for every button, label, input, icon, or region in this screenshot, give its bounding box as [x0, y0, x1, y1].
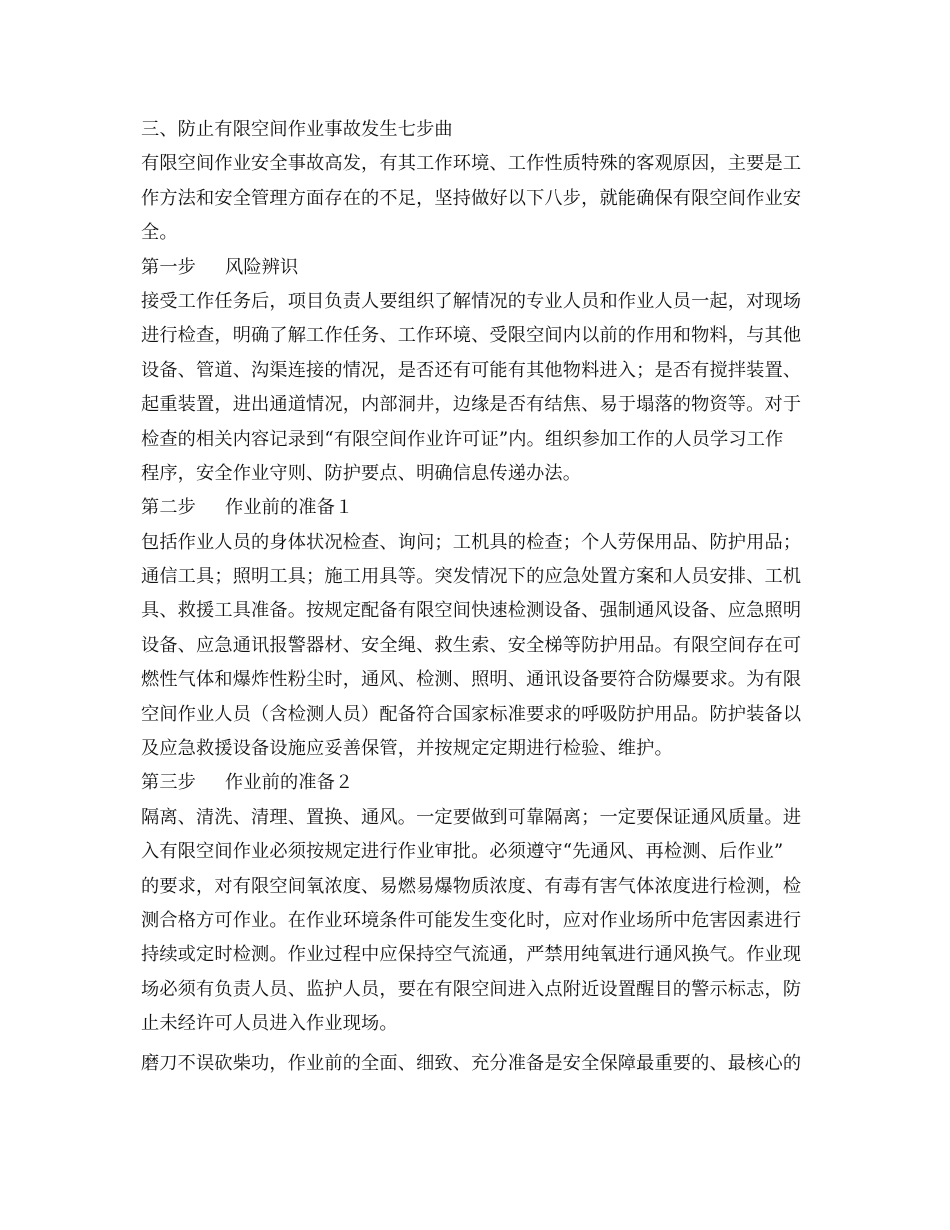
step2-paragraph	[141, 526, 811, 767]
intro-paragraph	[141, 147, 811, 250]
step1-line: 起重装置，进出通道情况，内部洞井，边缘是否有结焦、易于塌落的物资等。对于	[141, 394, 802, 416]
step3-line: 止未经许可人员进入作业现场。	[141, 1013, 398, 1035]
step3-line: 场必须有负责人员、监护人员，要在有限空间进入点附近设置醒目的警示标志，防	[141, 978, 802, 1000]
step1-line: 检查的相关内容记录到“有限空间作业许可证”内。组织参加工作的人员学习工作	[141, 428, 784, 450]
step2-line: 燃性气体和爆炸性粉尘时，通风、检测、照明、通讯设备要符合防爆要求。为有限	[141, 669, 802, 691]
intro-line: 作方法和安全管理方面存在的不足，坚持做好以下八步，就能确保有限空间作业安	[141, 187, 802, 209]
step3-line: 的要求，对有限空间氧浓度、易燃易爆物质浓度、有毒有害气体浓度进行检测，检	[141, 875, 802, 897]
step1-paragraph	[141, 285, 811, 491]
step1-line: 接受工作任务后，项目负责人要组织了解情况的专业人员和作业人员一起，对现场	[141, 290, 802, 312]
step3-line: 测合格方可作业。在作业环境条件可能发生变化时，应对作业场所中危害因素进行	[141, 909, 802, 931]
step2-heading	[141, 491, 811, 525]
step1-label: 第一步	[141, 256, 197, 278]
step3-title: 作业前的准备２	[225, 772, 354, 794]
step2-line: 包括作业人员的身体状况检查、询问；工机具的检查；个人劳保用品、防护用品；	[141, 531, 802, 553]
step1-line: 设备、管道、沟渠连接的情况，是否还有可能有其他物料进入；是否有搅拌装置、	[141, 359, 802, 381]
step1-title: 风险辨识	[225, 256, 299, 278]
closing-line: 磨刀不误砍柴功，作业前的全面、细致、充分准备是安全保障最重要的、最核心的	[141, 1052, 802, 1074]
step3-line: 入有限空间作业必须按规定进行作业审批。必须遵守“先通风、再检测、后作业”	[141, 841, 784, 863]
intro-line: 有限空间作业安全事故高发，有其工作环境、工作性质特殊的客观原因，主要是工	[141, 153, 802, 175]
step3-line: 隔离、清洗、清理、置换、通风。一定要做到可靠隔离；一定要保证通风质量。进	[141, 806, 802, 828]
step2-line: 通信工具；照明工具；施工用具等。突发情况下的应急处置方案和人员安排、工机	[141, 566, 802, 588]
step1-heading	[141, 251, 811, 285]
step2-line: 设备、应急通讯报警器材、安全绳、救生索、安全梯等防护用品。有限空间存在可	[141, 634, 802, 656]
step2-label: 第二步	[141, 497, 197, 519]
step2-line: 具、救援工具准备。按规定配备有限空间快速检测设备、强制通风设备、应急照明	[141, 600, 802, 622]
section-title: 三、防止有限空间作业事故发生七步曲	[141, 119, 453, 140]
step3-line: 持续或定时检测。作业过程中应保持空气流通，严禁用纯氧进行通风换气。作业现	[141, 944, 802, 966]
step2-line: 及应急救援设备设施应妥善保管，并按规定定期进行检验、维护。	[141, 738, 673, 760]
step2-title: 作业前的准备１	[225, 497, 354, 519]
step1-line: 程序，安全作业守则、防护要点、明确信息传递办法。	[141, 462, 582, 484]
intro-line: 全。	[141, 222, 178, 244]
step1-line: 进行检查，明确了解工作任务、工作环境、受限空间内以前的作用和物料，与其他	[141, 325, 802, 347]
step3-label: 第三步	[141, 772, 197, 794]
document-body	[141, 113, 811, 1081]
step3-heading	[141, 766, 811, 800]
step2-line: 空间作业人员（含检测人员）配备符合国家标准要求的呼吸防护用品。防护装备以	[141, 703, 802, 725]
step3-paragraph	[141, 801, 811, 1042]
